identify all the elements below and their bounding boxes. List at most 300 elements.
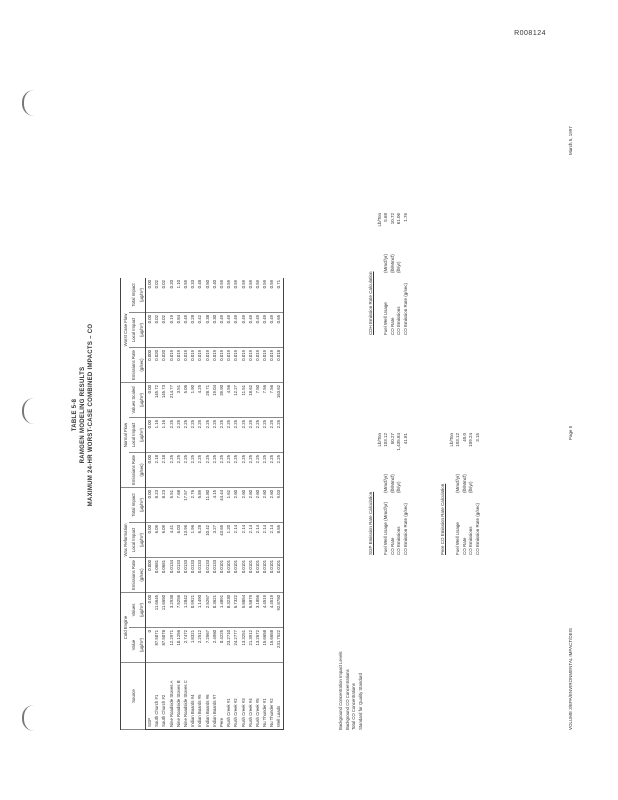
value-cell: 3.51 (175, 383, 182, 418)
value-cell: 2.60 (261, 488, 268, 523)
value-cell: 2.60 (268, 488, 275, 523)
calc-row (396, 213, 403, 335)
value-cell: 11.6645 (153, 593, 160, 628)
source-cell: Nu Thunder #1 (261, 663, 268, 730)
value-cell: 6.09 (153, 523, 160, 558)
table-row (189, 278, 196, 730)
calc-unit: (lb/yr) (396, 481, 402, 493)
calc-unit (475, 455, 482, 493)
calc-value: 1.76 (402, 213, 408, 222)
table-row (175, 278, 182, 730)
calc-spacer (449, 455, 456, 493)
value-cell: 10.42 (204, 523, 211, 558)
value-cell: 11.6650 (160, 593, 167, 628)
column-unit: (µg/m³) (137, 593, 146, 628)
calc-row (455, 433, 462, 555)
value-cell: 28.71 (204, 383, 211, 418)
value-cell: 3.2938 (168, 593, 175, 628)
value-cell: 2.25 (196, 453, 203, 488)
value-cell: 0.0101 (225, 558, 232, 593)
value-cell: 6.09 (160, 523, 167, 558)
note-line: Total CO Concentrations (351, 683, 356, 730)
value-cell: 2.25 (239, 418, 246, 453)
sgp-emission-calc (368, 433, 410, 555)
calc-value: 5.68 (383, 213, 389, 222)
calc-label: CO Emission Rate (g/sec) (402, 282, 408, 335)
value-cell: 2.25 (268, 453, 275, 488)
value-cell: 0.02 (160, 278, 167, 313)
punch-hole-top (22, 90, 34, 116)
value-cell: 1.16 (160, 418, 167, 453)
value-cell: 0.65 (275, 313, 283, 348)
value-cell: 8.3230 (225, 593, 232, 628)
column-header: Emissions Rate (129, 453, 137, 488)
value-cell: 1.10 (175, 278, 182, 313)
value-cell: 87.5078 (160, 628, 167, 663)
value-cell: 0.000 (146, 558, 154, 593)
table-notes (338, 651, 364, 730)
table-row (232, 278, 239, 730)
value-cell: 0.019 (239, 348, 246, 383)
value-cell: 13.2672 (254, 628, 261, 663)
value-cell: 0.49 (225, 313, 232, 348)
value-cell: 2.25 (232, 453, 239, 488)
value-cell: 0.019 (175, 348, 182, 383)
value-cell: 0.0101 (239, 558, 246, 593)
value-cell: 12.27 (232, 383, 239, 418)
table-row (196, 278, 203, 730)
value-cell: 2.60 (239, 488, 246, 523)
calc-row (396, 433, 403, 555)
value-cell: 0.42 (196, 313, 203, 348)
value-cell: 0.0681 (153, 558, 160, 593)
value-cell: 0.59 (261, 278, 268, 313)
value-cell: 4.15 (211, 488, 218, 523)
value-cell: 2.25 (168, 418, 175, 453)
value-cell: 0.019 (218, 348, 225, 383)
value-cell: 2.5267 (204, 593, 211, 628)
calc-value: 109.24 (468, 433, 474, 447)
value-cell: 11.80 (204, 488, 211, 523)
calc-label: CO Emissions (468, 526, 474, 555)
table-body (146, 278, 284, 730)
column-header: Emissions Rate (129, 348, 137, 383)
calc-unit-heading: Lb/Ton (448, 433, 454, 447)
value-cell: 2.25 (261, 418, 268, 453)
table-row (247, 278, 254, 730)
calc-row (390, 213, 397, 335)
value-cell: 17.57 (182, 488, 189, 523)
value-cell: 1.2842 (182, 593, 189, 628)
value-cell: 0 (146, 628, 154, 663)
value-cell: 0.59 (254, 278, 261, 313)
source-cell: South Church #2 (160, 663, 167, 730)
column-unit: (g/sec) (137, 558, 146, 593)
value-cell: 2.14 (239, 523, 246, 558)
column-unit: (µg/m³) (137, 523, 146, 558)
calc-row (403, 213, 410, 335)
value-cell: 0.0133 (182, 558, 189, 593)
calc-unit: (Mmcf/yr) (455, 474, 461, 493)
value-cell: 0.0101 (261, 558, 268, 593)
calc-spacer (449, 493, 456, 555)
value-cell: 0.02 (153, 278, 160, 313)
value-cell: 0.50 (204, 278, 211, 313)
value-cell: 7.56 (268, 383, 275, 418)
calc-label: Fuel Well Usage (Mmcf/yr) (383, 501, 389, 555)
column-header: Source (129, 663, 137, 730)
value-cell: 24.2777 (232, 628, 239, 663)
column-header: Local Impact (129, 313, 137, 348)
value-cell: 0.019 (204, 348, 211, 383)
value-cell: 0.018 (275, 348, 283, 383)
calc-value: 40.0 (461, 433, 467, 442)
source-cell: SGP (146, 663, 154, 730)
column-unit (137, 663, 146, 730)
value-cell: 2.4960 (211, 628, 218, 663)
value-cell: 0.49 (261, 313, 268, 348)
value-cell: 0.0133 (189, 558, 196, 593)
value-cell: 0.0101 (218, 558, 225, 593)
column-unit: (µg/m³) (137, 418, 146, 453)
value-cell: 18.62 (247, 383, 254, 418)
column-unit: (µg/m³) (137, 278, 146, 313)
calc-spacer (377, 455, 384, 493)
source-cell: Rush Creek #2 (232, 663, 239, 730)
value-cell: 0.00 (146, 593, 154, 628)
calc-value: 103.12 (455, 433, 461, 447)
value-cell: 0.3621 (211, 593, 218, 628)
rotated-page-content (72, 100, 580, 730)
table-title: TABLE 5-8 (72, 398, 78, 432)
source-cell: South Church #1 (153, 663, 160, 730)
column-header: Local Impact (129, 418, 137, 453)
value-cell: 2.25 (168, 453, 175, 488)
column-header: Total Impact (129, 278, 137, 313)
value-cell: 0.0133 (211, 558, 218, 593)
column-header: Values Scaled (129, 383, 137, 418)
value-cell: 2.25 (196, 418, 203, 453)
calc-value: 61.06 (396, 213, 402, 225)
value-cell: 0.00 (146, 278, 154, 313)
calc-value: 103.12 (383, 433, 389, 447)
calc-spacer (377, 273, 384, 335)
value-cell: 2.2512 (196, 628, 203, 663)
value-cell: 1.1490 (196, 593, 203, 628)
value-cell: 2.14 (268, 523, 275, 558)
column-unit: (µg/m³) (137, 628, 146, 663)
calc-unit: (lb/yr) (468, 481, 474, 493)
value-cell: 0.00 (146, 488, 154, 523)
calc-value: 50.27 (389, 433, 395, 445)
calc-label: Fuel Well Usage (455, 522, 461, 555)
calc-label: CO Rate (389, 317, 395, 335)
value-cell: 3.27 (211, 523, 218, 558)
value-cell: 0.40 (211, 278, 218, 313)
value-cell: 0.0101 (268, 558, 275, 593)
value-cell: 2.25 (182, 453, 189, 488)
value-cell: 0.0134 (168, 558, 175, 593)
value-cell: 0.48 (196, 278, 203, 313)
value-cell: 0.84 (175, 313, 182, 348)
source-cell: Well Loads (275, 663, 283, 730)
value-cell: 214.77 (168, 383, 175, 418)
calc-value: 41.81 (402, 433, 408, 445)
table-row (261, 278, 268, 730)
value-cell: 231.7522 (275, 628, 283, 663)
value-cell: 5.8854 (239, 593, 246, 628)
value-cell: 2.60 (232, 488, 239, 523)
value-cell: 21.3912 (247, 628, 254, 663)
value-cell: 2.60 (254, 488, 261, 523)
value-cell: 0.59 (268, 278, 275, 313)
calc-spacer (377, 493, 384, 555)
value-cell: 0.0681 (160, 558, 167, 593)
value-cell: 0.49 (247, 313, 254, 348)
calc-label: CO Emission Rate (g/sec) (474, 502, 480, 555)
value-cell: 163.62 (275, 383, 283, 418)
value-cell: 0.33 (189, 278, 196, 313)
calc-unit-header-row (377, 213, 384, 335)
value-cell: 4.4519 (261, 593, 268, 628)
value-cell: 2.25 (239, 453, 246, 488)
value-cell: 2.18 (160, 453, 167, 488)
value-cell: 0.019 (211, 348, 218, 383)
source-cell: Rush Creek #4 (247, 663, 254, 730)
value-cell: 8.65 (275, 523, 283, 558)
note-line: Background CO Concentrations (344, 669, 350, 730)
calc-unit (403, 235, 410, 273)
value-cell: 6.7322 (232, 593, 239, 628)
value-cell: 0.0133 (175, 558, 182, 593)
source-cell: Indian Boards #4 (189, 663, 196, 730)
calc-unit-heading: Lb/Ton (376, 213, 382, 227)
value-cell: 2.25 (232, 418, 239, 453)
value-cell: 7.50 (254, 383, 261, 418)
footer-page: Page 5 (568, 425, 573, 440)
footer-date: March 5, 1997 (568, 126, 573, 155)
value-cell: 0.49 (239, 313, 246, 348)
value-cell: 7.56 (261, 383, 268, 418)
source-cell: Indian Boards #6 (204, 663, 211, 730)
table-subtitle-2: MAXIMUM 24-HR WORST-CASE COMBINED IMPACTS – CO (88, 323, 94, 507)
value-cell: 0.020 (153, 348, 160, 383)
table-row (153, 278, 160, 730)
value-cell: 1.96 (189, 523, 196, 558)
value-cell: 2.25 (211, 453, 218, 488)
value-cell: 2.14 (261, 523, 268, 558)
value-cell: 0.00 (146, 313, 154, 348)
value-cell: 0.20 (168, 278, 175, 313)
column-unit: (g/sec) (137, 453, 146, 488)
calc-row (475, 433, 482, 555)
column-unit: (µg/m³) (137, 488, 146, 523)
value-cell: 2.14 (247, 523, 254, 558)
calc-unit: (lb/Mmcf) (389, 254, 395, 273)
value-cell: 2.25 (204, 453, 211, 488)
value-cell: 0.0101 (232, 558, 239, 593)
value-cell: 44.44 (218, 488, 225, 523)
value-cell: 2.25 (204, 418, 211, 453)
table-row (225, 278, 232, 730)
value-cell: 8.23 (160, 488, 167, 523)
column-header: Local Impact (129, 523, 137, 558)
value-cell: 2.14 (232, 523, 239, 558)
calc-row (383, 213, 390, 335)
value-cell: 1.90 (189, 383, 196, 418)
value-cell: 0.019 (247, 348, 254, 383)
value-cell: 1.4891 (218, 593, 225, 628)
value-cell: 0.02 (160, 313, 167, 348)
note-line: Background Concentration Impact Levels (338, 651, 343, 730)
value-cell: 6.28 (196, 523, 203, 558)
value-cell: 1.20 (225, 523, 232, 558)
calc-unit-header-row (449, 433, 456, 555)
source-cell: Rush Creek #1 (225, 663, 232, 730)
pere-emission-calc (440, 433, 482, 555)
calc-row (403, 433, 410, 555)
source-cell: Indian Boards #5 (196, 663, 203, 730)
calc-unit: (Mmcf/yr) (383, 254, 389, 273)
value-cell: 0.0101 (254, 558, 261, 593)
punch-hole-middle (22, 398, 34, 424)
value-cell: 0.30 (211, 313, 218, 348)
calc-value: 1,435.84 (396, 433, 402, 451)
value-cell: 145.72 (153, 383, 160, 418)
value-cell: 0.49 (218, 313, 225, 348)
value-cell: 5.06 (182, 383, 189, 418)
cdh-emission-calc (368, 213, 410, 335)
value-cell: 0.28 (189, 313, 196, 348)
calc-heading: Pere CO Emission Rate Calculation (440, 483, 445, 555)
value-cell: 0.019 (254, 348, 261, 383)
value-cell: 0.00 (146, 383, 154, 418)
value-cell: 8.23 (153, 488, 160, 523)
value-cell: 0.71 (275, 278, 283, 313)
value-cell: 2.25 (254, 453, 261, 488)
value-cell: 13.96 (182, 523, 189, 558)
column-unit: (g/sec) (137, 348, 146, 383)
value-cell: 2.25 (189, 418, 196, 453)
calc-row (383, 433, 390, 555)
source-cell: Nu Thunder #2 (268, 663, 275, 730)
value-cell: 10.1256 (175, 628, 182, 663)
note-line: Standard for Quality Standard (357, 673, 363, 730)
value-cell: 0.0101 (247, 558, 254, 593)
value-cell: 4.25 (196, 383, 203, 418)
value-cell: 4.4519 (268, 593, 275, 628)
value-cell: 2.25 (211, 418, 218, 453)
table-row (239, 278, 246, 730)
table-row (182, 278, 189, 730)
value-cell: 2.7472 (182, 628, 189, 663)
table-row (204, 278, 211, 730)
value-cell: 7.2567 (204, 628, 211, 663)
table-row (160, 278, 167, 730)
column-unit: (µg/m³) (137, 313, 146, 348)
value-cell: 39.90 (218, 383, 225, 418)
value-cell: 12.2971 (168, 628, 175, 663)
value-cell: 2.25 (275, 453, 283, 488)
value-cell: 9.03 (275, 488, 283, 523)
value-cell: 0.00 (146, 418, 154, 453)
table-row (254, 278, 261, 730)
calc-row (462, 433, 469, 555)
value-cell: 2.76 (189, 488, 196, 523)
group-header-worst-case-flow: Worst Case Flow (121, 278, 130, 383)
calc-heading: SGP Emission Rate Calculation (368, 491, 373, 555)
page-id: R008124 (514, 30, 546, 37)
value-cell: 0.4225 (218, 628, 225, 663)
value-cell: 5.51 (168, 488, 175, 523)
value-cell: 2.25 (254, 418, 261, 453)
value-cell: 0.0101 (275, 558, 283, 593)
value-cell: 2.25 (218, 453, 225, 488)
value-cell: 2.25 (218, 418, 225, 453)
column-header: Values (129, 593, 137, 628)
group-header-wax-reformation: Wax Reformation (121, 488, 130, 593)
value-cell: 0.0133 (204, 558, 211, 593)
value-cell: 0.49 (182, 313, 189, 348)
value-cell: 7.5256 (175, 593, 182, 628)
value-cell: 6.89 (196, 488, 203, 523)
column-unit: (µg/m³) (137, 383, 146, 418)
value-cell: 13.3251 (239, 628, 246, 663)
value-cell: 2.25 (247, 418, 254, 453)
source-cell: Indian Boards #7 (211, 663, 218, 730)
value-cell: 0.019 (189, 348, 196, 383)
value-cell: 0.00 (146, 523, 154, 558)
value-cell: 0.019 (232, 348, 239, 383)
value-cell: 1.8321 (189, 628, 196, 663)
calc-unit: (lb/yr) (396, 261, 402, 273)
calc-label: CO Rate (389, 537, 395, 555)
value-cell: 87.5071 (153, 628, 160, 663)
table-row (168, 278, 175, 730)
value-cell: 0.59 (232, 278, 239, 313)
value-cell: 92.8750 (275, 593, 283, 628)
value-cell: 2.25 (261, 453, 268, 488)
calc-label: CO Rate (461, 537, 467, 555)
calc-heading: CDH Emission Rate Calculation (368, 271, 373, 335)
calc-label: CO Emission Rate (g/sec) (402, 502, 408, 555)
value-cell: 0.19 (168, 313, 175, 348)
value-cell: 0.019 (261, 348, 268, 383)
value-cell: 0.019 (225, 348, 232, 383)
value-cell: 1.62 (225, 488, 232, 523)
source-cell: Pere (218, 663, 225, 730)
value-cell: 6.03 (175, 523, 182, 558)
calc-unit-heading: Lb/Ton (376, 433, 382, 447)
value-cell: 0.02 (153, 313, 160, 348)
value-cell: 15.6658 (268, 628, 275, 663)
value-cell: 0.019 (182, 348, 189, 383)
table-row (146, 278, 154, 730)
source-cell: Rush Creek #3 (239, 663, 246, 730)
value-cell: 0.49 (254, 313, 261, 348)
value-cell: 2.25 (182, 418, 189, 453)
value-cell: 0.000 (146, 348, 154, 383)
value-cell: 4.56 (225, 383, 232, 418)
calc-row (468, 433, 475, 555)
value-cell: 1.16 (153, 418, 160, 453)
table-row (275, 278, 283, 730)
impacts-table (120, 278, 284, 730)
calc-unit: (lb/Mmcf) (389, 474, 395, 493)
value-cell: 43.65 (218, 523, 225, 558)
calc-unit (403, 455, 410, 493)
value-cell: 2.18 (153, 453, 160, 488)
